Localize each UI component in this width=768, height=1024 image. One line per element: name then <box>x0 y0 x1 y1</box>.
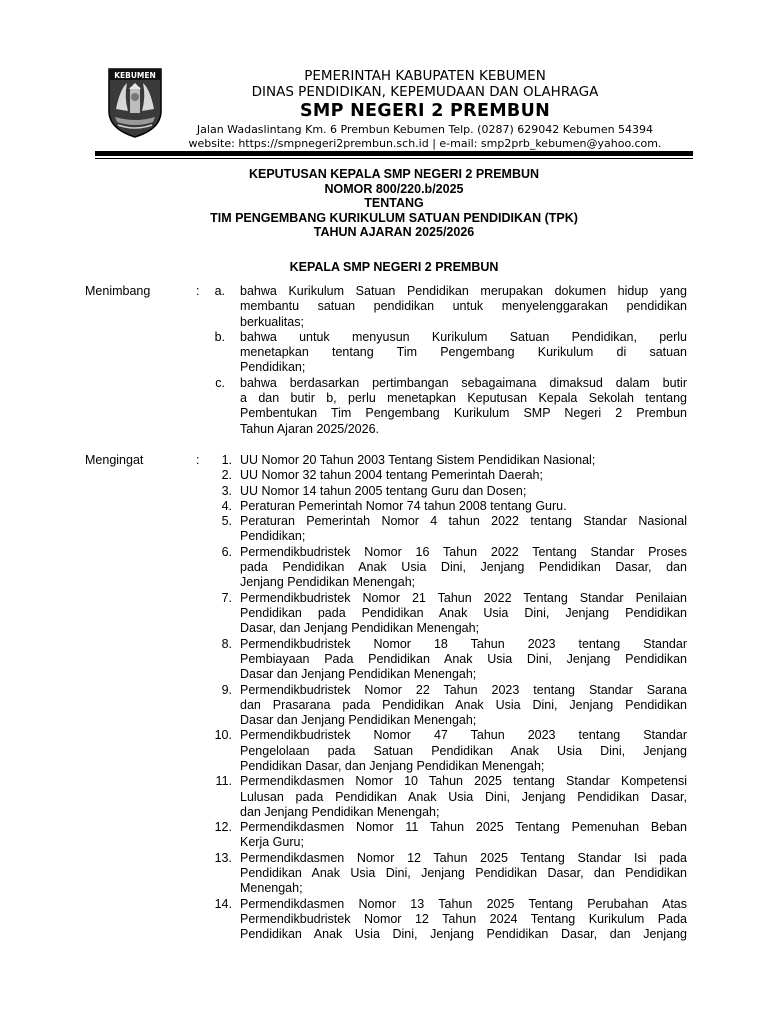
mengingat-item-marker: 14. <box>214 896 232 911</box>
mengingat-item-marker: 10. <box>214 728 232 743</box>
mengingat-item-line: Permendikbudristek Nomor 47 Tahun 2023 tentang Standar <box>240 728 687 743</box>
decree-title-line: KEPUTUSAN KEPALA SMP NEGERI 2 PREMBUN <box>248 167 540 181</box>
mengingat-item-marker: 4. <box>221 498 232 513</box>
menimbang-item-line: Tahun Ajaran 2025/2026. <box>240 421 380 436</box>
mengingat-item-text <box>240 591 687 637</box>
menimbang-item-text <box>240 376 687 437</box>
mengingat-item-marker: 6. <box>221 544 232 559</box>
mengingat-item-line: Pendidikan Dasar, dan Jenjang Pendidikan Menengah; <box>240 758 545 773</box>
decree-title <box>95 167 693 240</box>
mengingat-item-line: Pendidikan Anak Usia Dini, Jenjang Pendidikan Dasar, dan Pendidikan <box>240 866 687 881</box>
mengingat-item-line: Peraturan Pemerintah Nomor 74 tahun 2008 tentang Guru. <box>240 498 567 513</box>
mengingat-item-line: dan Prasarana pada Pendidikan Anak Usia Dini, Jenjang Pendidikan <box>240 697 687 712</box>
mengingat-item-text <box>240 499 687 514</box>
mengingat-item-line: Dasar dan Jenjang Pendidikan Menengah; <box>240 713 477 728</box>
mengingat-item-line: Pendidikan Anak Usia Dini, Jenjang Pendidikan Dasar, dan Jenjang <box>240 927 687 942</box>
mengingat-item-text <box>240 774 687 820</box>
mengingat-item-line: dan Jenjang Pendidikan Menengah; <box>240 804 440 819</box>
mengingat-item-marker: 2. <box>221 468 232 483</box>
menimbang-item-line: menetapkan tentang Tim Pengembang Kurikulum di satuan <box>240 345 687 360</box>
mengingat-item-line: UU Nomor 20 Tahun 2003 Tentang Sistem Pendidikan Nasional; <box>240 453 596 467</box>
mengingat-item-line: Permendikbudristek Nomor 18 Tahun 2023 tentang Standar <box>240 636 687 651</box>
mengingat-item-text <box>240 851 687 897</box>
mengingat-item-line: pada Pendidikan Anak Usia Dini, Jenjang Pendidikan Dasar, dan <box>240 560 687 575</box>
issuer-heading: KEPALA SMP NEGERI 2 PREMBUN <box>289 260 499 274</box>
mengingat-item-text <box>240 728 687 774</box>
logo-text: KEBUMEN <box>114 71 156 80</box>
mengingat-item-marker: 5. <box>221 514 232 529</box>
menimbang-item-marker: c. <box>215 375 225 390</box>
mengingat-item-line: Pengelolaan pada Satuan Pendidikan Anak Usia Dini, Jenjang <box>240 743 687 758</box>
mengingat-item-marker: 9. <box>221 682 232 697</box>
menimbang-label: Menimbang <box>85 284 151 298</box>
mengingat-item-line: Pendidikan; <box>240 529 306 544</box>
mengingat-item-line: Lulusan pada Pendidikan Anak Usia Dini, Jenjang Pendidikan Dasar, <box>240 789 687 804</box>
mengingat-item-line: Permendikbudristek Nomor 22 Tahun 2023 tentang Standar Sarana <box>240 682 687 697</box>
mengingat-item-line: Permendikdasmen Nomor 12 Tahun 2025 Tentang Standar Isi pada <box>240 850 687 865</box>
mengingat-item-marker: 13. <box>214 850 232 865</box>
decree-subject: TIM PENGEMBANG KURIKULUM SATUAN PENDIDIKAN (TPK) <box>210 210 578 225</box>
menimbang-item-line: bahwa untuk menyusun Kurikulum Satuan Pendidikan, perlu <box>240 329 687 344</box>
mengingat-item-line: Peraturan Pemerintah Nomor 4 tahun 2022 tentang Standar Nasional <box>240 514 687 529</box>
mengingat-item-text <box>240 514 687 545</box>
mengingat-item-text <box>240 484 687 499</box>
mengingat-item-line: Kerja Guru; <box>240 835 304 850</box>
letterhead-contact: website: https://smpnegeri2prembun.sch.id | e-mail: smp2prb_kebumen@yahoo.com. <box>188 137 662 150</box>
mengingat-item-text <box>240 637 687 683</box>
mengingat-item-text <box>240 820 687 851</box>
mengingat-item-text <box>240 683 687 729</box>
menimbang-item-line: Pendidikan; <box>240 360 306 375</box>
mengingat-item-text <box>240 453 687 468</box>
mengingat-item-line: Permendikbudristek Nomor 21 Tahun 2022 Tentang Standar Penilaian <box>240 590 687 605</box>
mengingat-item-line: Dasar dan Jenjang Pendidikan Menengah; <box>240 667 477 682</box>
mengingat-item-marker: 8. <box>221 636 232 651</box>
decree-year: TAHUN AJARAN 2025/2026 <box>313 225 475 239</box>
letterhead-divider-thick <box>95 151 693 156</box>
menimbang-item-line: a dan butir b, perlu menetapkan Keputusan Kepala Sekolah tentang <box>240 391 687 406</box>
mengingat-item-line: Pendidikan pada Pendidikan Anak Usia Dini, Jenjang Pendidikan <box>240 605 687 620</box>
menimbang-colon: : <box>196 284 200 298</box>
letterhead-school-name: SMP NEGERI 2 PREMBUN <box>299 101 551 121</box>
letterhead-divider-thin <box>95 158 693 159</box>
menimbang-item-line: membantu satuan pendidikan untuk menyelenggarakan pendidikan <box>240 299 687 314</box>
mengingat-item-marker: 11. <box>215 774 232 789</box>
menimbang-item-marker: b. <box>214 329 225 344</box>
decree-about: TENTANG <box>364 196 424 210</box>
menimbang-item-line: Pembentukan Tim Pengembang Kurikulum SMP Negeri 2 Prembun <box>240 406 687 421</box>
mengingat-item-marker: 1. <box>221 453 232 467</box>
menimbang-item-line: bahwa berdasarkan pertimbangan sebagaimana dimaksud dalam butir <box>240 375 687 390</box>
menimbang-item-marker: a. <box>214 284 225 298</box>
letterhead-text <box>160 68 690 151</box>
mengingat-item-text <box>240 897 687 943</box>
mengingat-item-marker: 7. <box>221 590 232 605</box>
menimbang-item-text <box>240 284 687 330</box>
mengingat-item-line: Permendikdasmen Nomor 10 Tahun 2025 tentang Standar Kompetensi <box>240 774 687 789</box>
letterhead-government: PEMERINTAH KABUPATEN KEBUMEN <box>304 68 546 84</box>
mengingat-item-line: Permendikbudristek Nomor 12 Tahun 2024 Tentang Kurikulum Pada <box>240 911 687 926</box>
decree-number: NOMOR 800/220.b/2025 <box>324 181 464 196</box>
mengingat-item-text <box>240 545 687 591</box>
menimbang-item-line: berkualitas; <box>240 314 304 329</box>
mengingat-item-line: Permendikdasmen Nomor 13 Tahun 2025 Tentang Perubahan Atas <box>240 896 687 911</box>
mengingat-item-line: Jenjang Pendidikan Menengah; <box>240 575 416 590</box>
mengingat-label: Mengingat <box>85 453 144 467</box>
mengingat-item-line: Dasar, dan Jenjang Pendidikan Menengah; <box>240 621 480 636</box>
mengingat-item-line: Permendikbudristek Nomor 16 Tahun 2022 Tentang Standar Proses <box>240 544 687 559</box>
kebumen-crest-logo <box>106 65 164 139</box>
mengingat-item-text <box>240 468 687 483</box>
mengingat-item-line: Menengah; <box>240 881 303 896</box>
letterhead-department: DINAS PENDIDIKAN, KEPEMUDAAN DAN OLAHRAGA <box>251 84 599 100</box>
mengingat-item-marker: 3. <box>221 483 232 498</box>
mengingat-item-line: Pembiayaan Pada Pendidikan Anak Usia Dini, Jenjang Pendidikan <box>240 651 687 666</box>
menimbang-item-line: bahwa Kurikulum Satuan Pendidikan merupakan dokumen hidup yang <box>240 284 687 298</box>
mengingat-colon: : <box>196 453 200 467</box>
mengingat-item-line: UU Nomor 14 tahun 2005 tentang Guru dan Dosen; <box>240 483 527 498</box>
letterhead <box>0 60 768 160</box>
mengingat-item-line: UU Nomor 32 tahun 2004 tentang Pemerintah Daerah; <box>240 468 543 483</box>
mengingat-item-line: Permendikdasmen Nomor 11 Tahun 2025 Tentang Pemenuhan Beban <box>240 820 687 835</box>
menimbang-item-text <box>240 330 687 376</box>
mengingat-item-marker: 12. <box>214 820 232 835</box>
letterhead-address: Jalan Wadaslintang Km. 6 Prembun Kebumen Telp. (0287) 629042 Kebumen 54394 <box>196 123 654 136</box>
